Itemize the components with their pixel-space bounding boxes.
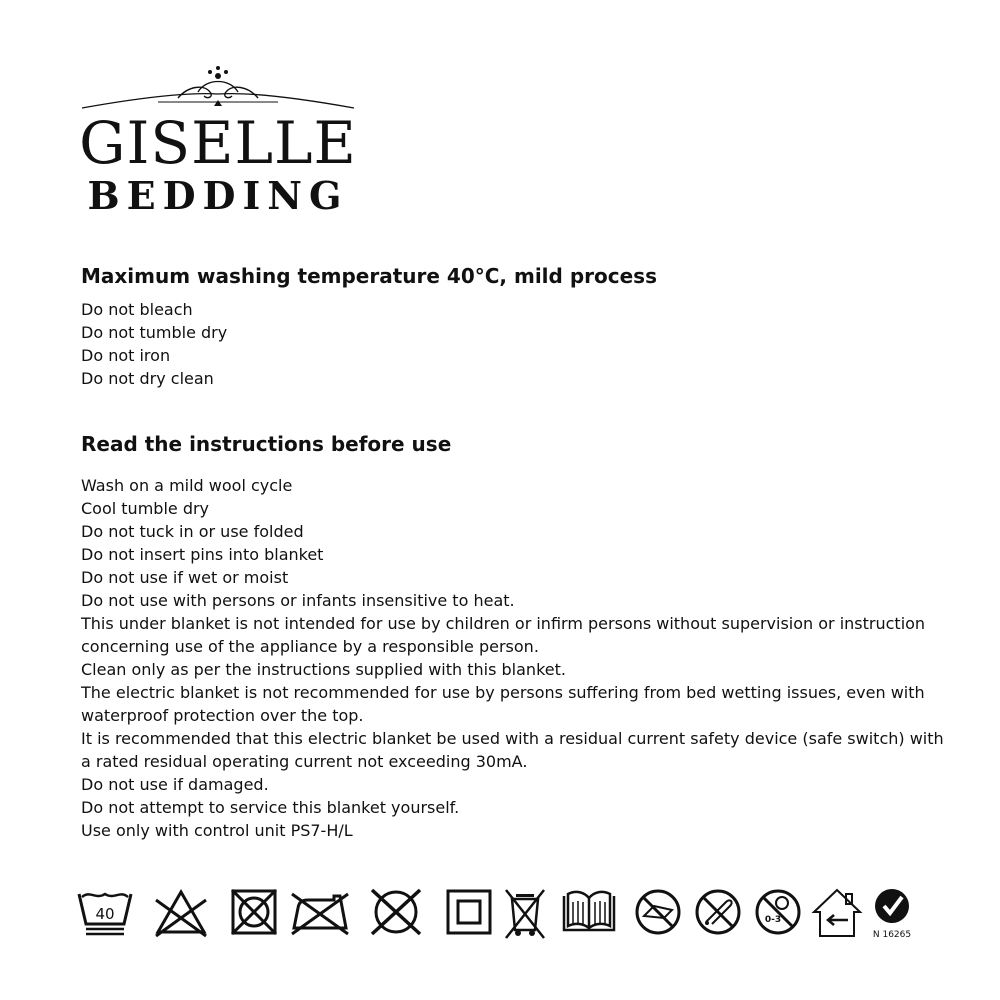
read-instructions-icon [560, 886, 618, 938]
rcm-certification-icon [870, 886, 922, 942]
instruction-line: Do not tuck in or use folded [81, 522, 304, 541]
instruction-line: Use only with control unit PS7-H/L [81, 821, 353, 840]
instruction-line: This under blanket is not intended for use by children or infirm persons without supervision or instruction [81, 614, 926, 633]
weee-crossed-bin-icon [504, 886, 546, 940]
care-list [81, 298, 941, 390]
instruction-line: Wash on a mild wool cycle [81, 476, 293, 495]
instruction-line: Do not insert pins into blanket [81, 545, 324, 564]
instruction-line: a rated residual operating current not exceeding 30mA. [81, 752, 528, 771]
do-not-dry-clean-icon [366, 886, 426, 938]
care-section [81, 262, 941, 390]
do-not-bleach-icon [152, 886, 210, 938]
instruction-line: The electric blanket is not recommended for use by persons suffering from bed wetting issues, even with [81, 683, 925, 702]
not-for-infants-icon [752, 886, 804, 938]
care-line: Do not tumble dry [81, 323, 228, 342]
instruction-line: Do not use if wet or moist [81, 568, 289, 587]
age-label: 0-3 [764, 915, 782, 925]
do-not-iron-icon [288, 886, 352, 938]
instruction-line: concerning use of the appliance by a responsible person. [81, 637, 539, 656]
instruction-line: Do not use if damaged. [81, 775, 269, 794]
care-heading: Maximum washing temperature 40°C, mild process [81, 264, 657, 288]
care-line: Do not bleach [81, 300, 193, 319]
care-symbols-row [76, 886, 926, 946]
instruction-line: Clean only as per the instructions supplied with this blanket. [81, 660, 566, 679]
instructions-heading: Read the instructions before use [81, 432, 452, 456]
instructions-section [81, 430, 944, 842]
wash-temperature-label: 40 [95, 905, 115, 923]
brand-logo [78, 62, 358, 222]
instruction-line: waterproof protection over the top. [81, 706, 364, 725]
logo-ornament-icon [78, 62, 358, 112]
instruction-line: It is recommended that this electric blanket be used with a residual current safety device (safe switch) with [81, 729, 944, 748]
instruction-line: Cool tumble dry [81, 499, 210, 518]
certification-code: N 16265 [872, 930, 912, 940]
instruction-line: Do not use with persons or infants insensitive to heat. [81, 591, 515, 610]
do-not-tumble-dry-icon [228, 886, 280, 938]
instructions-list [81, 474, 944, 842]
care-line: Do not dry clean [81, 369, 214, 388]
no-pins-icon [692, 886, 744, 938]
logo-line-2: BEDDING [87, 173, 349, 218]
care-line: Do not iron [81, 346, 171, 365]
logo-line-1: GISELLE [79, 109, 357, 177]
instruction-line: Do not attempt to service this blanket yourself. [81, 798, 460, 817]
do-not-fold-icon [632, 886, 684, 938]
wash-40-mild-icon [76, 886, 134, 938]
double-insulated-icon [444, 886, 494, 938]
indoor-use-icon [810, 886, 864, 940]
